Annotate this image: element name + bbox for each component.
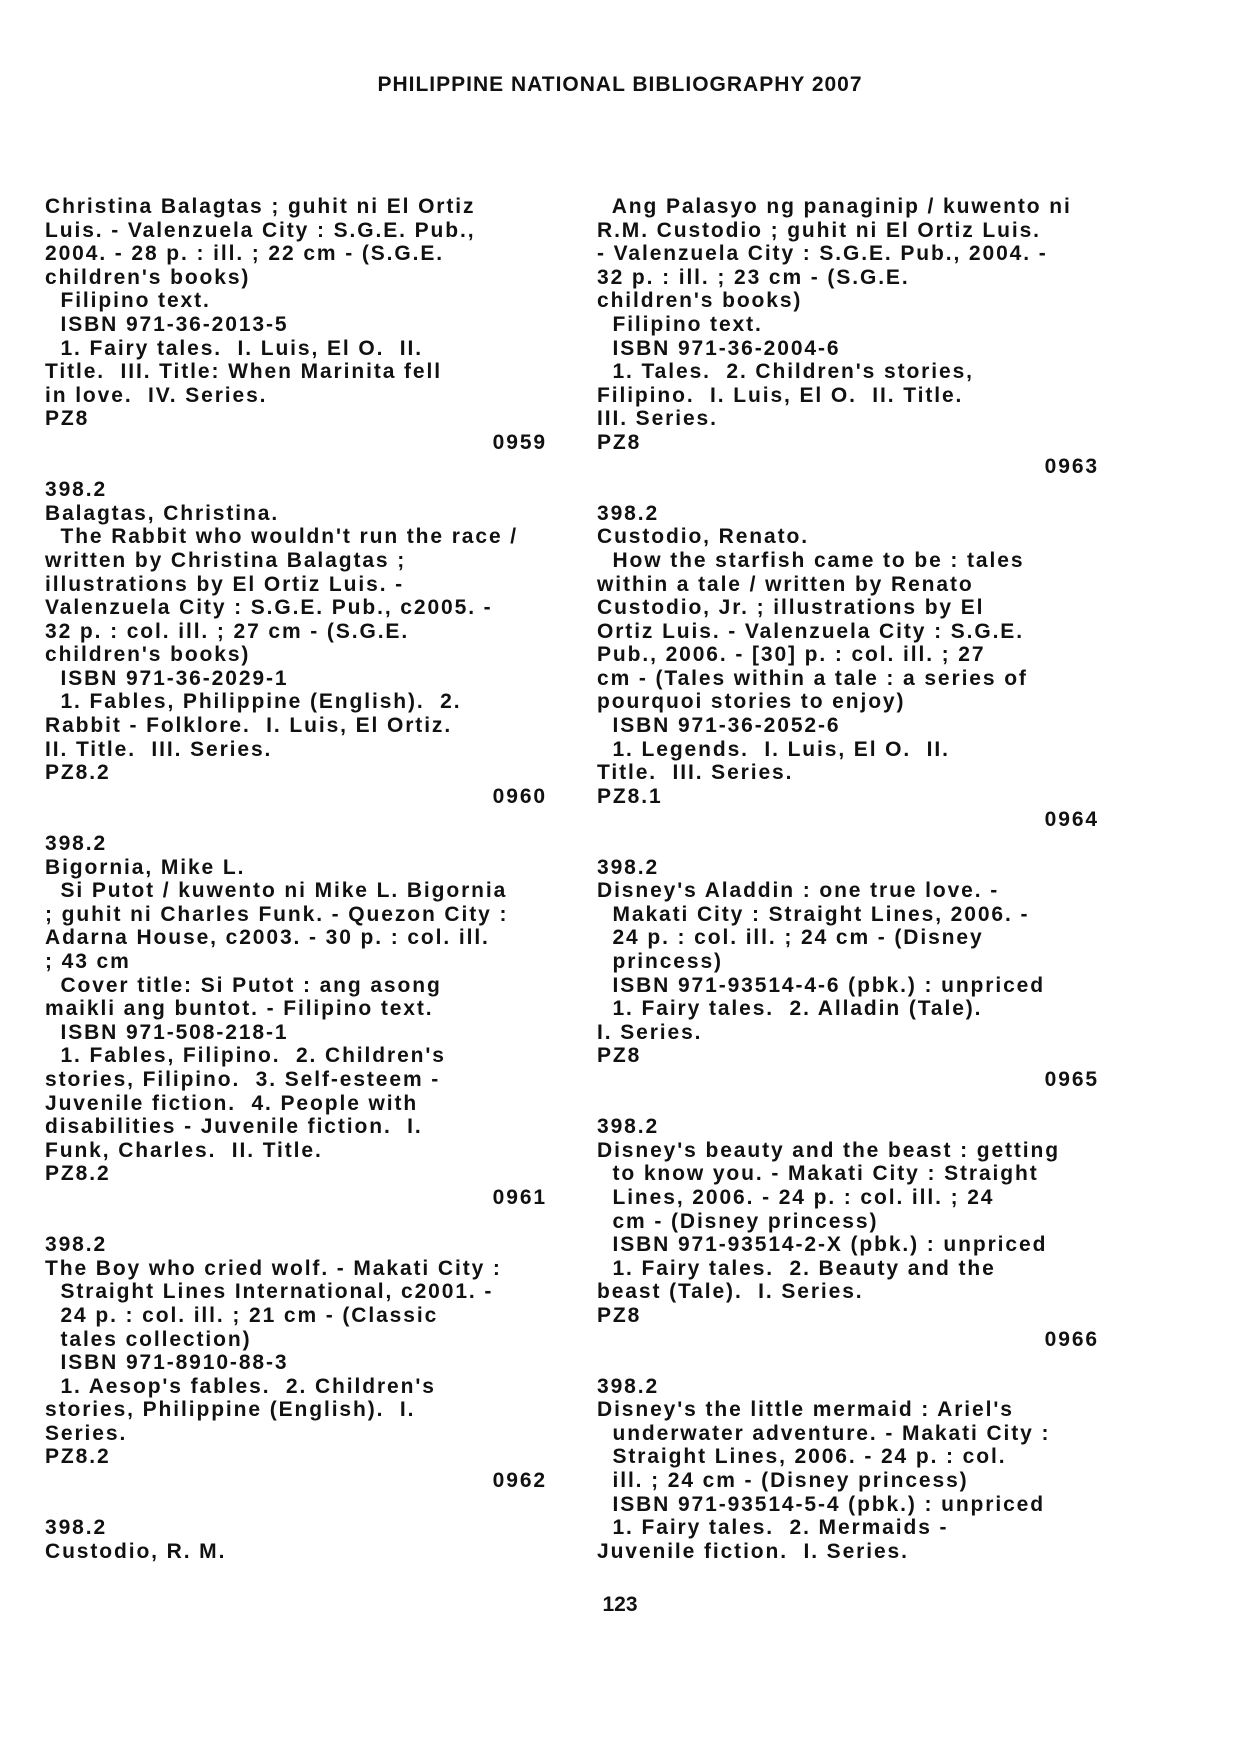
- bibliography-entry: [597, 1115, 1099, 1375]
- entry-number: 0965: [1044, 1067, 1099, 1091]
- entry-line: Filipino. I. Luis, El O. II. Title.: [597, 383, 964, 407]
- entry-number: 0962: [492, 1469, 547, 1493]
- entry-line: stories, Philippine (English). I.: [45, 1398, 416, 1422]
- entry-line: Cover title: Si Putot : ang asong: [45, 973, 442, 997]
- entry-line: ISBN 971-8910-88-3: [45, 1351, 289, 1375]
- entry-line: 1. Fables, Philippine (English). 2.: [45, 690, 462, 714]
- entry-line: Adarna House, c2003. - 30 p. : col. ill.: [45, 926, 490, 950]
- entry-line: 32 p. : col. ill. ; 27 cm - (S.G.E.: [45, 619, 410, 643]
- entry-number: 0966: [1044, 1327, 1099, 1351]
- entry-line: Funk, Charles. II. Title.: [45, 1138, 323, 1162]
- entry-line: ISBN 971-36-2013-5: [45, 312, 289, 336]
- entry-line: Disney's beauty and the beast : getting: [597, 1138, 1060, 1162]
- entry-line: illustrations by El Ortiz Luis. -: [45, 572, 405, 596]
- entry-line: 1. Fairy tales. 2. Mermaids -: [597, 1516, 949, 1540]
- entry-line: stories, Filipino. 3. Self-esteem -: [45, 1067, 441, 1091]
- entry-line: pourquoi stories to enjoy): [597, 690, 906, 714]
- entry-line: 1. Legends. I. Luis, El O. II.: [597, 737, 950, 761]
- bibliography-entry: [597, 1375, 1099, 1564]
- entry-line: - Valenzuela City : S.G.E. Pub., 2004. -: [597, 242, 1048, 266]
- entry-line: 398.2: [597, 855, 660, 879]
- entry-line: Custodio, Jr. ; illustrations by El: [597, 596, 985, 620]
- entry-line: 398.2: [597, 1115, 660, 1139]
- entry-spacer: [45, 455, 547, 479]
- entry-spacer: [597, 1351, 1099, 1375]
- entry-line: cm - (Tales within a tale : a series of: [597, 666, 1028, 690]
- entry-spacer: [597, 1092, 1099, 1116]
- bibliography-entry: [45, 832, 547, 1233]
- entry-line: Rabbit - Folklore. I. Luis, El Ortiz.: [45, 714, 453, 738]
- entry-line: PZ8.2: [45, 761, 111, 785]
- entry-number: 0961: [492, 1185, 547, 1209]
- entry-number: 0964: [1044, 808, 1099, 832]
- entry-line: ISBN 971-93514-2-X (pbk.) : unpriced: [597, 1233, 1048, 1257]
- entry-spacer: [597, 478, 1099, 502]
- entry-line: children's books): [597, 289, 803, 313]
- right-column: [597, 195, 1099, 1563]
- entry-line: PZ8: [597, 430, 642, 454]
- page-number: 123: [602, 1593, 638, 1616]
- entry-line: The Boy who cried wolf. - Makati City :: [45, 1256, 502, 1280]
- entry-line: Series.: [45, 1421, 128, 1445]
- entry-line: PZ8.1: [597, 784, 663, 808]
- entry-line: cm - (Disney princess): [597, 1209, 879, 1233]
- bibliography-entry: [597, 195, 1099, 502]
- entry-line: PZ8.2: [45, 1445, 111, 1469]
- left-column: [45, 195, 547, 1563]
- entry-line: PZ8: [597, 1044, 642, 1068]
- bibliography-entry: [45, 1516, 547, 1563]
- entry-line: disabilities - Juvenile fiction. I.: [45, 1115, 423, 1139]
- entry-line: Juvenile fiction. 4. People with: [45, 1091, 419, 1115]
- entry-line: Luis. - Valenzuela City : S.G.E. Pub.,: [45, 218, 476, 242]
- entry-spacer: [45, 808, 547, 832]
- entry-line: ISBN 971-508-218-1: [45, 1020, 289, 1044]
- entry-line: 1. Fairy tales. 2. Beauty and the: [597, 1256, 996, 1280]
- entry-line: Filipino text.: [597, 312, 763, 336]
- entry-line: Balagtas, Christina.: [45, 501, 280, 525]
- entry-line: ISBN 971-36-2052-6: [597, 714, 841, 738]
- entry-line: ; 43 cm: [45, 950, 131, 973]
- entry-line: How the starfish came to be : tales: [597, 548, 1025, 572]
- entry-line: 32 p. : ill. ; 23 cm - (S.G.E.: [597, 265, 910, 289]
- entry-line: ISBN 971-36-2004-6: [597, 336, 841, 360]
- bibliography-entry: [597, 856, 1099, 1116]
- entry-line: 398.2: [45, 478, 108, 502]
- entry-line: Ortiz Luis. - Valenzuela City : S.G.E.: [597, 619, 1024, 643]
- entry-line: II. Title. III. Series.: [45, 737, 273, 761]
- entry-line: in love. IV. Series.: [45, 383, 268, 407]
- entry-line: 2004. - 28 p. : ill. ; 22 cm - (S.G.E.: [45, 242, 444, 266]
- entry-spacer: [597, 832, 1099, 856]
- page-header: PHILIPPINE NATIONAL BIBLIOGRAPHY 2007: [377, 73, 863, 96]
- entry-line: III. Series.: [597, 407, 718, 431]
- entry-line: 1. Fables, Filipino. 2. Children's: [45, 1044, 446, 1068]
- entry-line: PZ8.2: [45, 1162, 111, 1186]
- entry-line: 398.2: [45, 1516, 108, 1540]
- entry-line: ISBN 971-36-2029-1: [45, 666, 289, 690]
- entry-line: written by Christina Balagtas ;: [45, 548, 407, 572]
- entry-line: PZ8: [45, 407, 90, 431]
- entry-line: Bigornia, Mike L.: [45, 855, 246, 879]
- entry-line: beast (Tale). I. Series.: [597, 1280, 864, 1304]
- entry-line: 398.2: [597, 501, 660, 525]
- entry-spacer: [45, 1210, 547, 1234]
- entry-line: Juvenile fiction. I. Series.: [597, 1539, 909, 1563]
- entry-line: The Rabbit who wouldn't run the race /: [45, 525, 519, 549]
- entry-line: Ang Palasyo ng panaginip / kuwento ni: [597, 195, 1072, 218]
- entry-line: 24 p. : col. ill. ; 21 cm - (Classic: [45, 1303, 439, 1327]
- entry-spacer: [45, 1493, 547, 1517]
- entry-line: 398.2: [45, 1233, 108, 1257]
- entry-line: princess): [597, 950, 723, 973]
- entry-line: Title. III. Title: When Marinita fell: [45, 360, 442, 384]
- entry-line: ISBN 971-93514-4-6 (pbk.) : unpriced: [597, 973, 1045, 997]
- entry-line: Straight Lines International, c2001. -: [45, 1280, 494, 1304]
- bibliography-entry: [45, 478, 547, 832]
- entry-line: Pub., 2006. - [30] p. : col. ill. ; 27: [597, 643, 986, 667]
- entry-line: Custodio, R. M.: [45, 1539, 227, 1563]
- entry-line: Straight Lines, 2006. - 24 p. : col.: [597, 1445, 1007, 1469]
- entry-line: Title. III. Series.: [597, 761, 794, 785]
- entry-number: 0963: [1044, 454, 1099, 478]
- entry-line: ill. ; 24 cm - (Disney princess): [597, 1469, 969, 1493]
- entry-line: Custodio, Renato.: [597, 525, 809, 549]
- entry-line: within a tale / written by Renato: [597, 572, 974, 596]
- entry-line: 398.2: [597, 1374, 660, 1398]
- entry-line: Lines, 2006. - 24 p. : col. ill. ; 24: [597, 1185, 995, 1209]
- entry-line: Filipino text.: [45, 289, 211, 313]
- entry-line: 24 p. : col. ill. ; 24 cm - (Disney: [597, 926, 984, 950]
- entry-line: Valenzuela City : S.G.E. Pub., c2005. -: [45, 596, 493, 620]
- entry-line: Disney's the little mermaid : Ariel's: [597, 1398, 1014, 1422]
- entry-line: Christina Balagtas ; guhit ni El Ortiz: [45, 195, 476, 218]
- entry-line: 1. Fairy tales. 2. Alladin (Tale).: [597, 997, 983, 1021]
- entry-line: Disney's Aladdin : one true love. -: [597, 879, 1000, 903]
- entry-line: I. Series.: [597, 1020, 703, 1044]
- bibliography-entry: [597, 502, 1099, 856]
- entry-line: children's books): [45, 265, 251, 289]
- entry-line: 1. Fairy tales. I. Luis, El O. II.: [45, 336, 423, 360]
- entry-line: to know you. - Makati City : Straight: [597, 1162, 1039, 1186]
- entry-line: tales collection): [45, 1327, 252, 1351]
- bibliography-entry: [45, 1233, 547, 1516]
- entry-line: ISBN 971-93514-5-4 (pbk.) : unpriced: [597, 1492, 1045, 1516]
- entry-line: underwater adventure. - Makati City :: [597, 1421, 1051, 1445]
- entry-number: 0959: [492, 430, 547, 454]
- entry-line: Makati City : Straight Lines, 2006. -: [597, 902, 1030, 926]
- entry-line: 1. Tales. 2. Children's stories,: [597, 360, 974, 384]
- entry-line: children's books): [45, 643, 251, 667]
- entry-line: maikli ang buntot. - Filipino text.: [45, 997, 434, 1021]
- entry-line: ; guhit ni Charles Funk. - Quezon City :: [45, 902, 509, 926]
- entry-line: R.M. Custodio ; guhit ni El Ortiz Luis.: [597, 218, 1041, 242]
- entry-line: PZ8: [597, 1303, 642, 1327]
- entry-line: Si Putot / kuwento ni Mike L. Bigornia: [45, 879, 508, 903]
- entry-number: 0960: [492, 784, 547, 808]
- entry-line: 1. Aesop's fables. 2. Children's: [45, 1374, 436, 1398]
- entry-line: 398.2: [45, 832, 108, 856]
- bibliography-entry: [45, 195, 547, 478]
